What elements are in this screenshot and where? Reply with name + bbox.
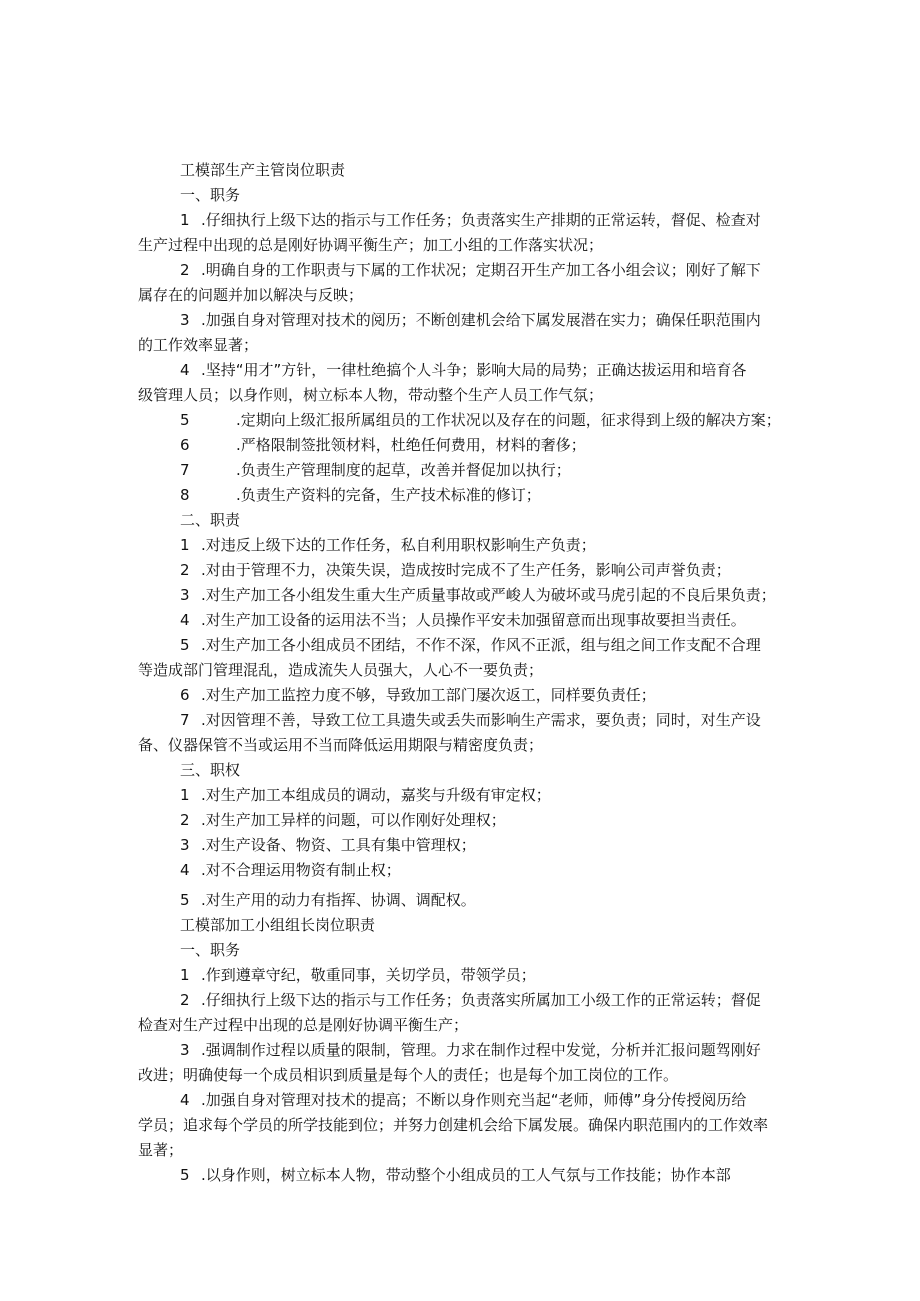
item-number: 1 [180,786,190,804]
item-text: .对生产加工异样的问题，可以作刚好处理权； [201,811,506,829]
doc-title: 工模部加工小组组长岗位职责 [180,916,376,934]
item-text: .对因管理不善，导致工位工具遗失或丢失而影响生产需求，要负责；同时，对生产设 [201,711,761,729]
item-text: .对生产加工监控力度不够，导致加工部门屡次返工，同样要负责任； [201,686,656,704]
section-heading: 三、职权 [180,761,241,779]
item-number: 3 [180,586,190,604]
item-text: .对生产加工本组成员的调动，嘉奖与升级有审定权； [201,786,551,804]
item-number: 1 [180,211,190,229]
doc-title: 工模部生产主管岗位职责 [180,161,346,179]
item-number: 6 [180,436,190,454]
item-text: .对违反上级下达的工作任务，私自利用职权影响生产负责； [201,536,596,554]
item-text: .作到遵章守纪，敬重同事，关切学员，带领学员； [201,966,536,984]
item-number: 5 [180,636,190,654]
item-text-cont: 学员；追求每个学员的所学技能到位；并努力创建机会给下属发展。确保内职范围内的工作效率 [138,1116,769,1134]
item-number: 1 [180,536,190,554]
item-text: .加强自身对管理对技术的提高；不断以身作则充当起“老师，师傅”身分传授阅历给 [201,1091,747,1109]
item-text: .对生产加工各小组成员不团结，不作不深，作风不正派，组与组之间工作支配不合理 [201,636,761,654]
item-text-cont: 改进；明确使每一个成员相识到质量是每个人的责任；也是每个加工岗位的工作。 [138,1066,679,1084]
section-heading: 二、职责 [180,511,241,529]
item-text: .对由于管理不力，决策失误，造成按时完成不了生产任务，影响公司声誉负责； [201,561,731,579]
item-text-cont: 属存在的问题并加以解决与反映； [138,286,364,304]
item-text: .对生产设备、物资、工具有集中管理权； [201,836,476,854]
item-text: .仔细执行上级下达的指示与工作任务；负责落实生产排期的正常运转，督促、检查对 [201,211,761,229]
item-text-cont: 等造成部门管理混乱，造成流失人员强大，人心不一要负责； [138,661,544,679]
item-text: .以身作则，树立标本人物，带动整个小组成员的工人气氛与工作技能；协作本部 [201,1166,731,1184]
item-number: 4 [180,361,190,379]
item-text-cont: 检查对生产过程中出现的总是刚好协调平衡生产； [138,1016,469,1034]
item-number: 2 [180,991,190,1009]
item-text: .对生产加工设备的运用法不当；人员操作平安未加强留意而出现事故要担当责任。 [201,611,746,629]
item-number: 8 [180,486,190,504]
item-text-cont: 的工作效率显著； [138,336,259,354]
item-text: .定期向上级汇报所属组员的工作状况以及存在的问题，征求得到上级的解决方案； [236,411,781,429]
item-number: 4 [180,611,190,629]
item-number: 4 [180,861,190,879]
item-text: .严格限制签批领材料，杜绝任何费用，材料的奢侈； [236,436,586,454]
item-number: 3 [180,836,190,854]
item-text: .仔细执行上级下达的指示与工作任务；负责落实所属加工小级工作的正常运转；督促 [201,991,761,1009]
item-number: 2 [180,811,190,829]
item-text: .对不合理运用物资有制止权； [201,861,401,879]
item-number: 4 [180,1091,190,1109]
item-number: 5 [180,1166,190,1184]
item-text: .对生产加工各小组发生重大生产质量事故或严峻人为破坏或马虎引起的不良后果负责； [201,586,776,604]
item-text-cont: 生产过程中出现的总是刚好协调平衡生产；加工小组的工作落实状况； [138,236,604,254]
item-text: .对生产用的动力有指挥、协调、调配权。 [201,891,476,909]
item-number: 5 [180,411,190,429]
item-number: 2 [180,261,190,279]
item-text: .负责生产资料的完备，生产技术标准的修订； [236,486,541,504]
item-text: .加强自身对管理对技术的阅历；不断创建机会给下属发展潜在实力；确保任职范围内 [201,311,761,329]
item-number: 7 [180,711,190,729]
item-text-cont: 级管理人员；以身作则，树立标本人物，带动整个生产人员工作气氛； [138,386,604,404]
item-number: 2 [180,561,190,579]
item-text: .明确自身的工作职责与下属的工作状况；定期召开生产加工各小组会议；刚好了解下 [201,261,761,279]
item-text: .坚持“用才”方针，一律杜绝搞个人斗争；影响大局的局势；正确达拔运用和培育各 [201,361,747,379]
section-heading: 一、职务 [180,941,241,959]
item-number: 7 [180,461,190,479]
item-text: .负责生产管理制度的起草，改善并督促加以执行； [236,461,571,479]
section-heading: 一、职务 [180,186,241,204]
item-number: 3 [180,311,190,329]
item-text-cont: 备、仪器保管不当或运用不当而降低运用期限与精密度负责； [138,736,544,754]
item-text: .强调制作过程以质量的限制，管理。力求在制作过程中发觉，分析并汇报问题驾刚好 [201,1041,761,1059]
item-number: 1 [180,966,190,984]
item-number: 6 [180,686,190,704]
item-text-cont: 显著； [138,1141,184,1159]
item-number: 5 [180,891,190,909]
item-number: 3 [180,1041,190,1059]
